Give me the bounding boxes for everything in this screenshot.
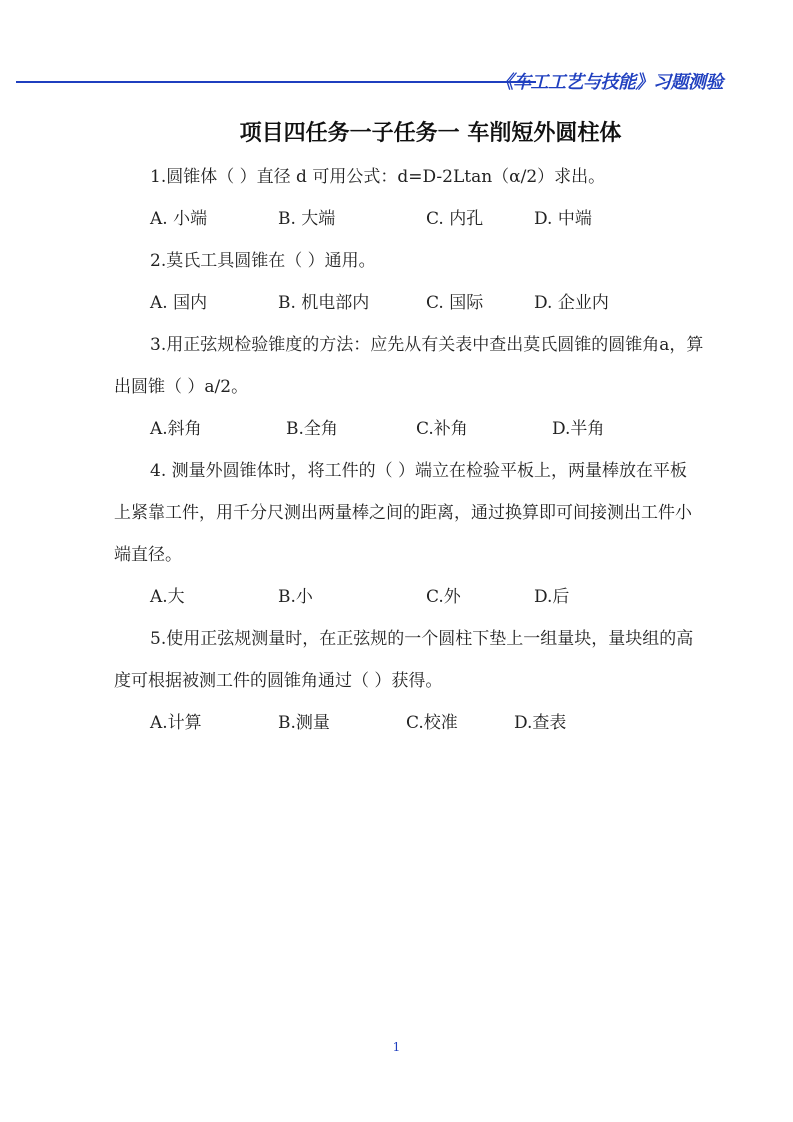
option-c: C.校准 [406, 713, 458, 733]
question-3 [114, 324, 704, 408]
page-title: 项目四任务一子任务一 车削短外圆柱体 [239, 121, 622, 146]
question-text: 5.使用正弦规测量时，在正弦规的一个圆柱下垫上一组量块，量块组的高度可根据被测工件的圆锥角通过（ ）获得。 [114, 629, 694, 691]
option-d: D. 中端 [534, 209, 592, 229]
question-5 [114, 618, 704, 702]
option-a: A.大 [150, 587, 185, 607]
page-number: 1 [392, 1040, 401, 1054]
option-b: B. 大端 [278, 209, 336, 229]
option-d: D.半角 [552, 419, 605, 439]
header-title: 《车工工艺与技能》习题测验 [495, 72, 723, 93]
question-4 [114, 450, 704, 576]
question-list [114, 156, 704, 744]
option-c: C.补角 [416, 419, 468, 439]
option-a: A. 小端 [150, 209, 208, 229]
header-rule [16, 81, 536, 83]
option-b: B.小 [278, 587, 313, 607]
option-c: C.外 [426, 587, 461, 607]
option-d: D. 企业内 [534, 293, 609, 313]
question-text: 2.莫氏工具圆锥在（ ）通用。 [150, 251, 376, 271]
option-b: B.测量 [278, 713, 330, 733]
option-d: D.后 [534, 587, 570, 607]
question-text: 1.圆锥体（ ）直径 d 可用公式：d=D-2Ltan（α/2）求出。 [150, 167, 606, 187]
options-2 [114, 282, 704, 324]
option-c: C. 内孔 [426, 209, 484, 229]
option-a: A.斜角 [150, 419, 202, 439]
question-1 [114, 156, 704, 198]
question-2 [114, 240, 704, 282]
option-b: B.全角 [286, 419, 338, 439]
option-c: C. 国际 [426, 293, 484, 313]
options-3 [114, 408, 704, 450]
options-1 [114, 198, 704, 240]
question-text: 3.用正弦规检验锥度的方法：应先从有关表中查出莫氏圆锥的圆锥角a，算出圆锥（ ）a/2。 [114, 335, 704, 397]
options-5 [114, 702, 704, 744]
option-b: B. 机电部内 [278, 293, 370, 313]
question-text: 4. 测量外圆锥体时，将工件的（ ）端立在检验平板上，两量棒放在平板上紧靠工件，用千分尺测出两量棒之间的距离，通过换算即可间接测出工件小端直径。 [114, 461, 692, 565]
option-a: A.计算 [150, 713, 202, 733]
options-4 [114, 576, 704, 618]
option-a: A. 国内 [150, 293, 208, 313]
option-d: D.查表 [514, 713, 567, 733]
